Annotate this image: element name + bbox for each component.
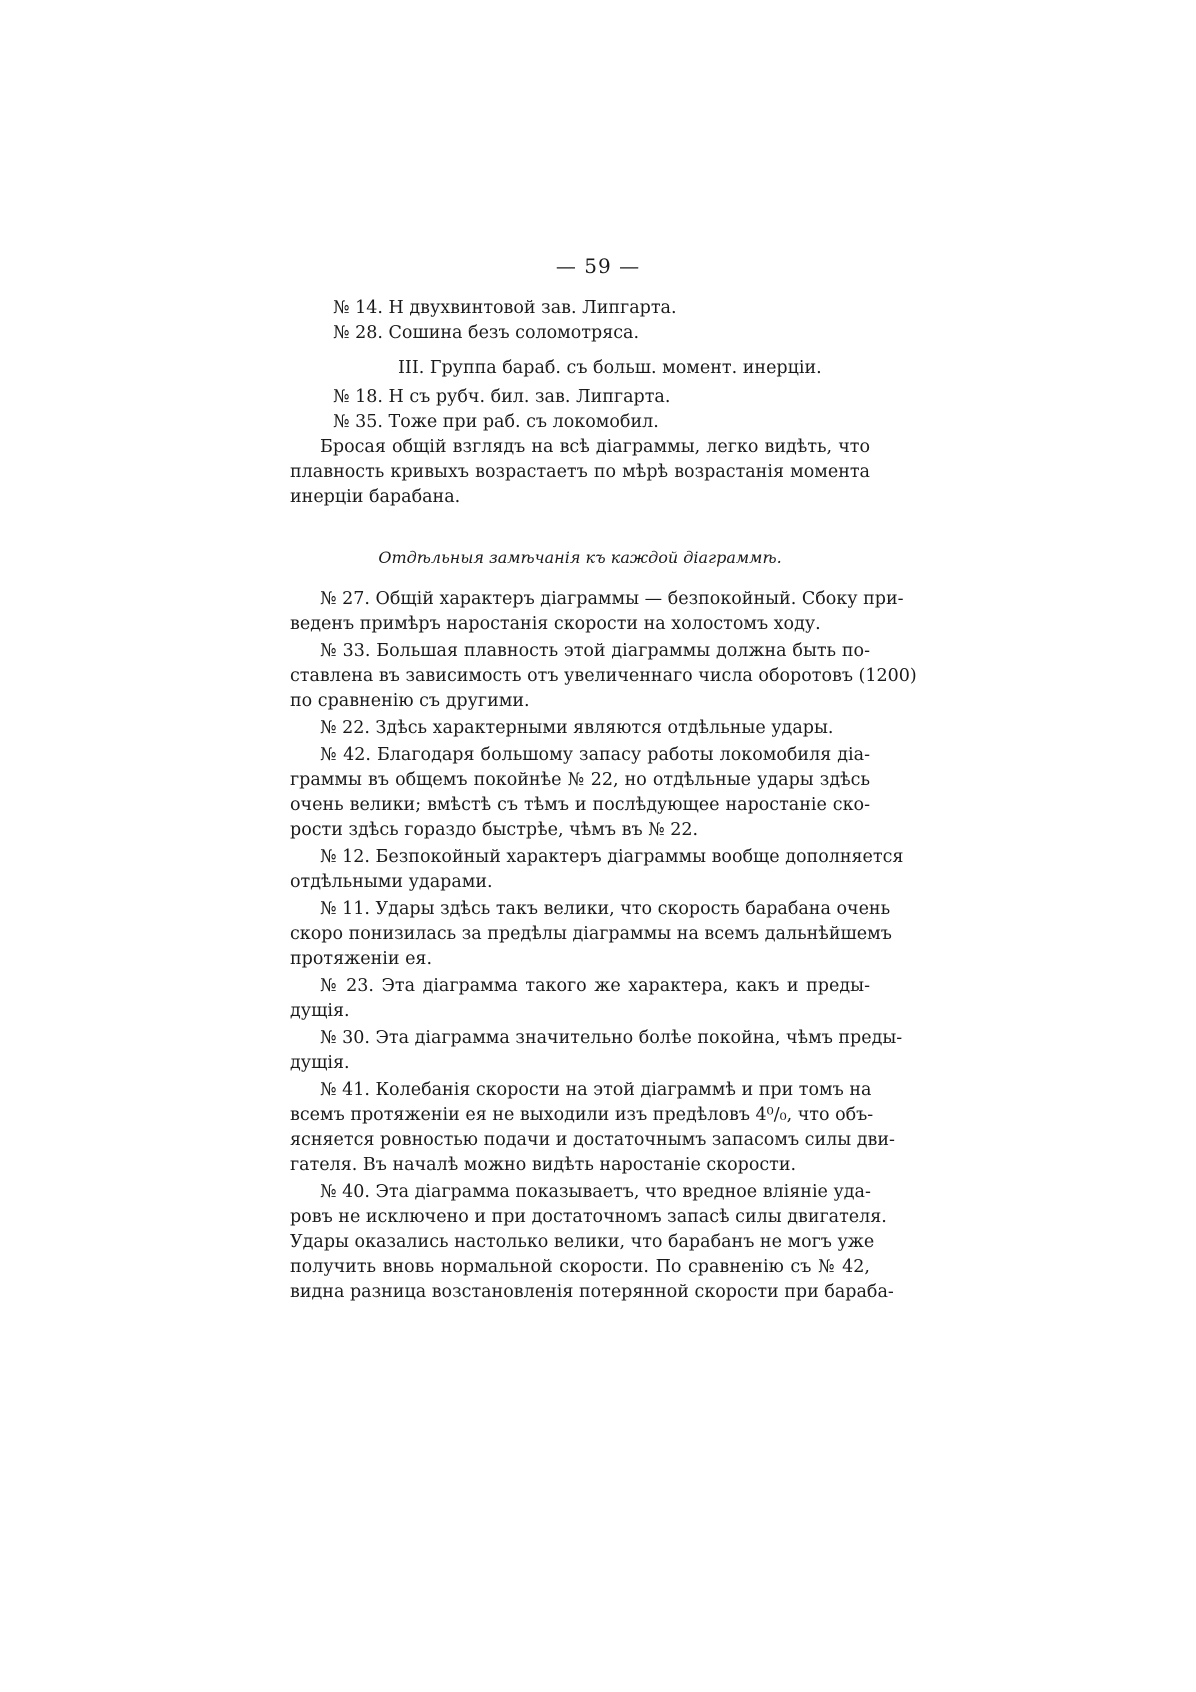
- paragraph: № 33. Большая плавность этой діаграммы должна быть по- ставлена въ зависимость отъ увеличеннаго числа оборотовъ (1200) по сравненію съ другими.: [290, 641, 917, 711]
- paragraph: № 27. Общій характеръ діаграммы — безпокойный. Сбоку при- веденъ примѣръ наростанія скорости на холостомъ ходу.: [290, 589, 904, 634]
- paragraph: № 12. Безпокойный характеръ діаграммы вообще дополняется отдѣльными ударами.: [290, 847, 904, 892]
- list-item: № 18. Н съ рубч. бил. зав. Липгарта.: [333, 387, 671, 407]
- paragraph: № 41. Колебанія скорости на этой діаграммѣ и при томъ на всемъ протяженіи ея не выходили изъ предѣловъ 4⁰/₀, что объ- ясняется ровностью подачи и достаточнымъ запасомъ силы дви- гателя. Въ началѣ можно видѣть наростаніе скорости.: [290, 1080, 895, 1175]
- summary-paragraph: Бросая общій взглядъ на всѣ діаграммы, легко видѣть, что плавность кривыхъ возрастаетъ по мѣрѣ возрастанія момента инерціи барабана.: [290, 437, 870, 507]
- paragraph: № 23. Эта діаграмма такого же характера, какъ и преды- дущія.: [290, 976, 870, 1021]
- group3-list: [333, 385, 853, 435]
- paragraph: № 30. Эта діаграмма значительно болѣе покойна, чѣмъ преды- дущія.: [290, 1028, 903, 1073]
- section-title: Отдѣльныя замѣчанія къ каждой діаграммѣ.: [378, 548, 782, 567]
- remarks-section: [290, 587, 917, 1305]
- paragraph: № 22. Здѣсь характерными являются отдѣльные удары.: [320, 718, 834, 738]
- list-item: № 14. Н двухвинтовой зав. Липгарта.: [333, 298, 677, 318]
- list-item: № 28. Сошина безъ соломотряса.: [333, 323, 640, 343]
- paragraph: № 40. Эта діаграмма показываетъ, что вредное вліяніе уда- ровъ не исключено и при достаточномъ запасѣ силы двигателя. Удары оказались настолько велики, что барабанъ не могъ уже получить вновь нормальной скорости. По сравненію съ № 42, видна разница возстановленія потерянной скорости при бараба-: [290, 1182, 894, 1302]
- group2-list: [333, 296, 853, 346]
- page-number: — 59 —: [555, 254, 641, 278]
- list-item: № 35. Тоже при раб. съ локомобил.: [333, 412, 659, 432]
- paragraph: № 11. Удары здѣсь такъ велики, что скорость барабана очень скоро понизилась за предѣлы діаграммы на всемъ дальнѣйшемъ протяженіи ея.: [290, 899, 892, 969]
- group3-heading: III. Группа бараб. съ больш. момент. инерціи.: [398, 358, 822, 378]
- paragraph: № 42. Благодаря большому запасу работы локомобиля діа- граммы въ общемъ покойнѣе № 22, но отдѣльные удары здѣсь очень велики; вмѣстѣ съ тѣмъ и послѣдующее наростаніе ско- рости здѣсь гораздо быстрѣе, чѣмъ въ № 22.: [290, 745, 870, 840]
